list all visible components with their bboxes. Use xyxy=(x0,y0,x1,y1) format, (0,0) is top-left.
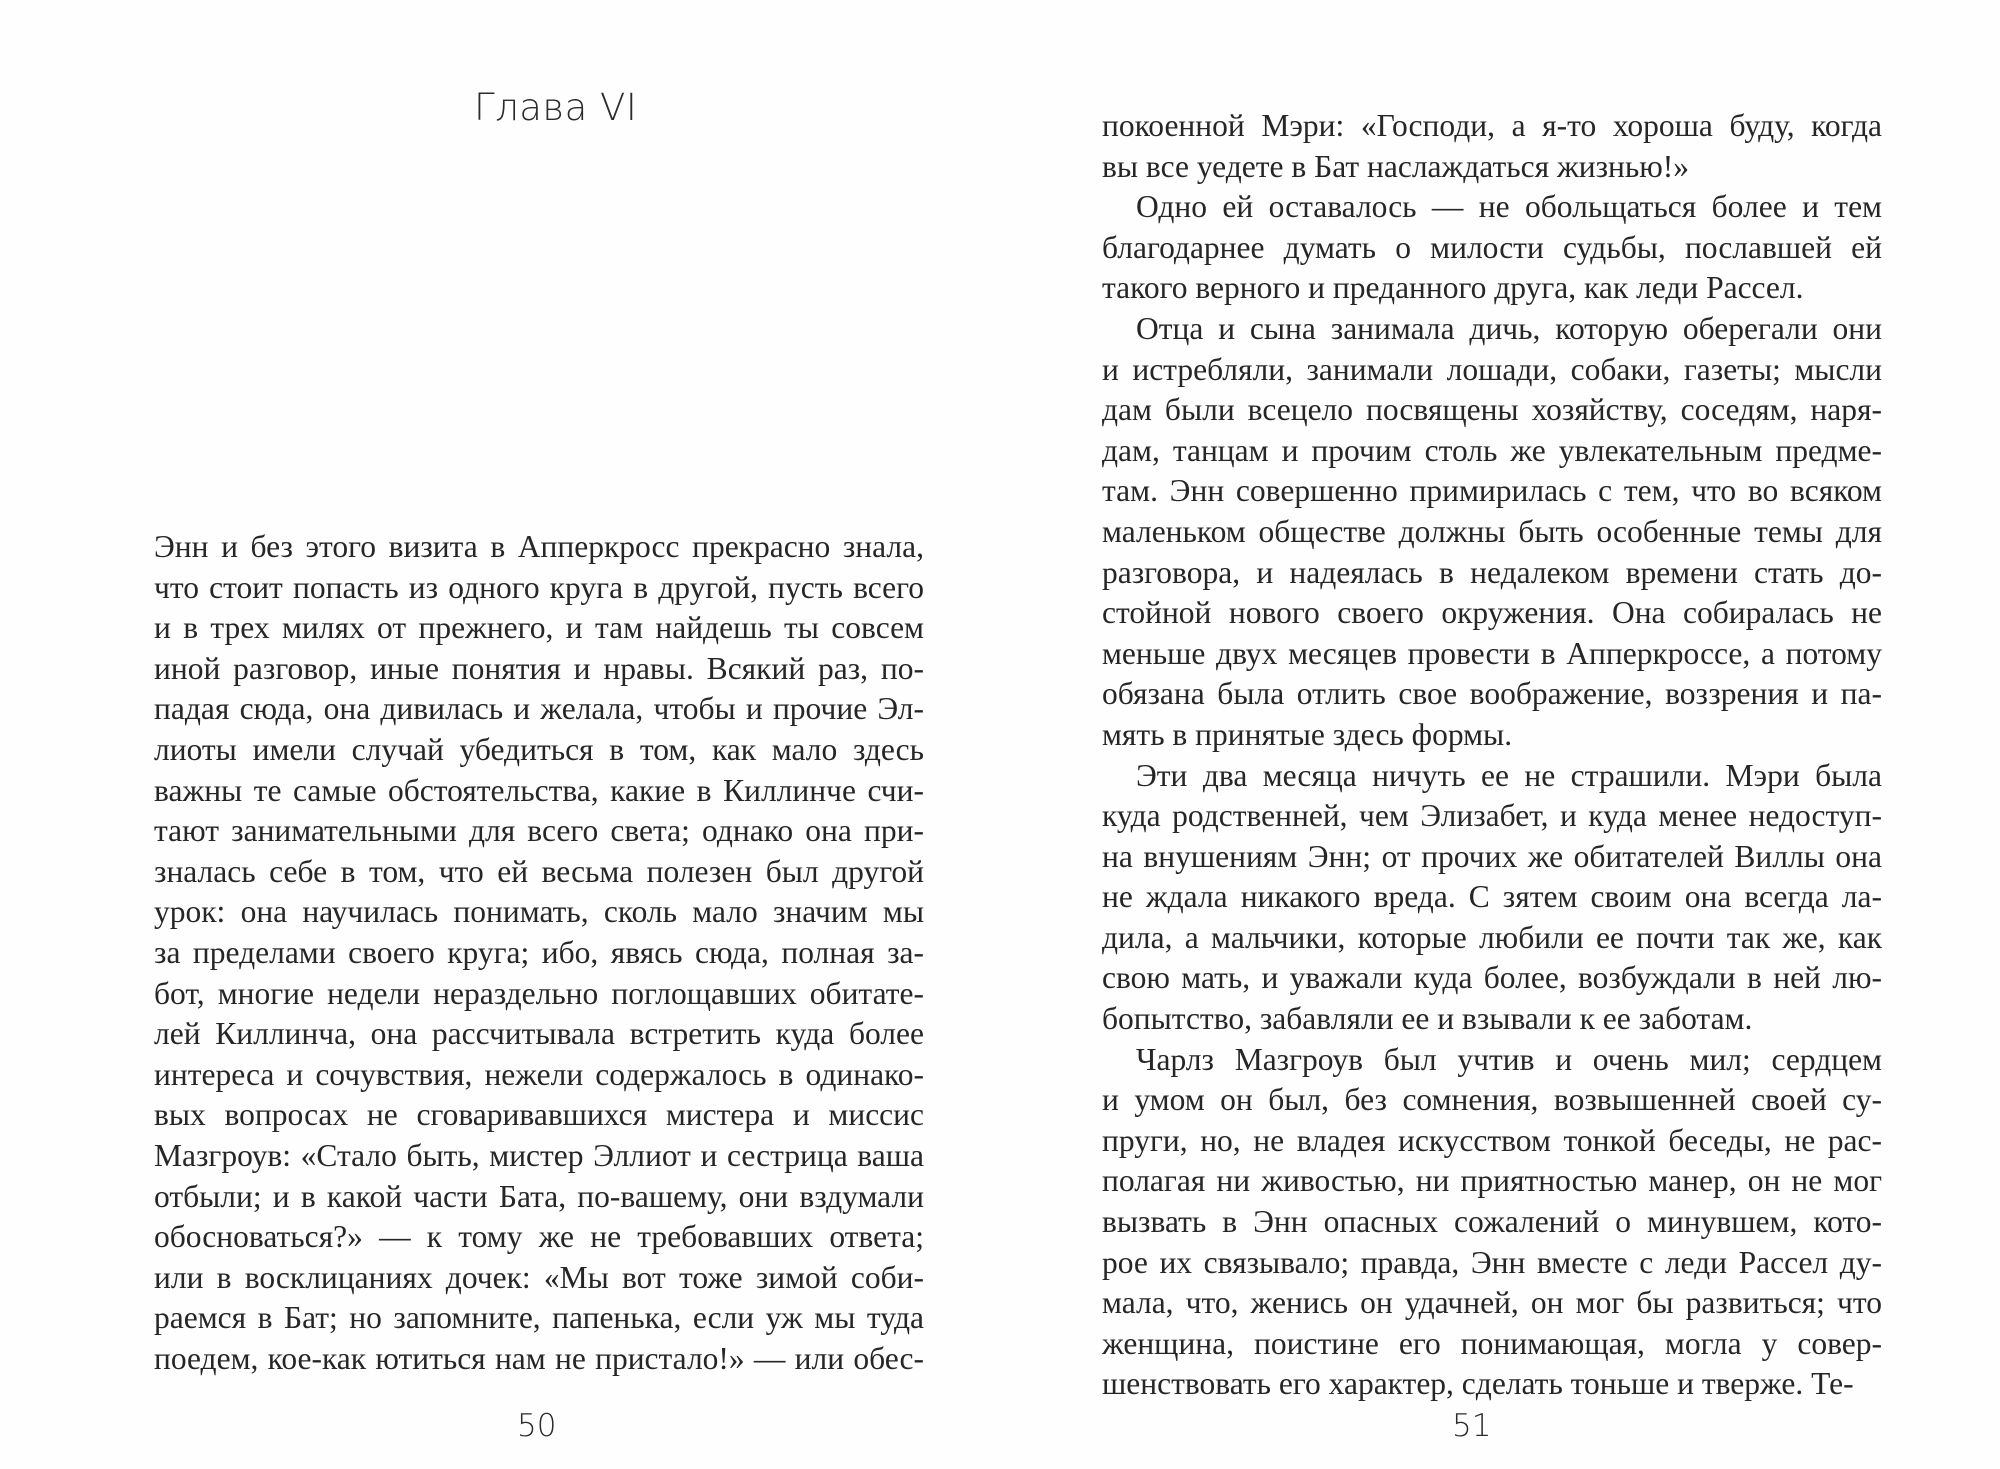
text-line: Чарлз Мазгроув был учтив и очень мил; сердцем xyxy=(1136,1041,1882,1077)
text-line: иной разговор, иные понятия и нравы. Всякий раз, по- xyxy=(154,650,924,686)
paragraph xyxy=(1102,187,1882,309)
text-line: мять в принятые здесь формы. xyxy=(1102,716,1513,752)
text-line: зналась себе в том, что ей весьма полезен был другой xyxy=(154,853,924,889)
text-line: обосноваться?» — к тому же не требовавших ответа; xyxy=(154,1219,924,1255)
text-line: там. Энн совершенно примирилась с тем, что во всяком xyxy=(1102,473,1882,509)
text-line: стойной нового своего окружения. Она собиралась не xyxy=(1102,595,1882,631)
text-line: не ждала никакого вреда. С зятем своим она всегда ла- xyxy=(1102,879,1882,915)
text-line: важны те самые обстоятельства, какие в Киллинче счи- xyxy=(154,772,924,808)
paragraph xyxy=(1102,756,1882,1040)
text-line: свою мать, и уважали куда более, возбуждали в ней лю- xyxy=(1102,960,1882,996)
text-line: отбыли; и в какой части Бата, по-вашему, они вздумали xyxy=(154,1178,924,1214)
text-line: урок: она научилась понимать, сколь мало значим мы xyxy=(154,894,924,930)
text-line: обязана была отлить свое воображение, воззрения и па- xyxy=(1102,676,1882,712)
right-page-text xyxy=(1102,106,1882,1405)
paragraph xyxy=(1102,1040,1882,1405)
text-line: Эти два месяца ничуть ее не страшили. Мэри была xyxy=(1136,757,1882,793)
text-line: что стоит попасть из одного круга в другой, пусть всего xyxy=(154,569,924,605)
page-number-right: 51 xyxy=(1452,1408,1492,1444)
text-line: куда родственней, чем Элизабет, и куда менее недоступ- xyxy=(1102,798,1882,834)
text-line: дам, танцам и прочим столь же увлекательным предме- xyxy=(1102,432,1882,468)
text-line: на внушениям Энн; от прочих же обитателей Виллы она xyxy=(1102,838,1882,874)
paragraph xyxy=(154,527,924,1379)
text-line: тают занимательными для всего света; однако она при- xyxy=(154,813,924,849)
text-line: поедем, кое-как ютиться нам не пристало!» — или обес- xyxy=(154,1340,924,1376)
text-line: маленьком обществе должны быть особенные темы для xyxy=(1102,513,1882,549)
text-line: бот, многие недели нераздельно поглощавших обитате- xyxy=(154,975,924,1011)
text-line: лиоты имели случай убедиться в том, как мало здесь xyxy=(154,731,924,767)
text-line: благодарнее думать о милости судьбы, пославшей ей xyxy=(1102,229,1882,265)
text-line: рое их связывало; правда, Энн вместе с леди Рассел ду- xyxy=(1102,1244,1882,1280)
text-line: дила, а мальчики, которые любили ее почти так же, как xyxy=(1102,919,1882,955)
paragraph xyxy=(1102,106,1882,187)
text-line: вы все уедете в Бат наслаждаться жизнью!» xyxy=(1102,148,1690,184)
text-line: и истребляли, занимали лошади, собаки, газеты; мысли xyxy=(1102,351,1882,387)
text-line: вых вопросах не сговаривавшихся мистера и миссис xyxy=(154,1097,924,1133)
text-line: Энн и без этого визита в Апперкросс прекрасно знала, xyxy=(154,529,924,564)
text-line: разговора, и надеялась в недалеком времени стать до- xyxy=(1102,554,1882,590)
text-line: интереса и сочувствия, нежели содержалось в одинако- xyxy=(154,1056,924,1092)
text-line: и в трех милях от прежнего, и там найдешь ты совсем xyxy=(154,610,924,646)
text-line: Одно ей оставалось — не обольщаться более и тем xyxy=(1136,189,1882,225)
text-line: раемся в Бат; но запомните, папенька, если уж мы туда xyxy=(154,1300,924,1336)
text-line: меньше двух месяцев провести в Апперкроссе, а потому xyxy=(1102,635,1882,671)
left-page-text xyxy=(154,527,924,1379)
text-line: шенствовать его характер, сделать тоньше и тверже. Те- xyxy=(1102,1366,1854,1402)
text-line: мала, что, женись он удачней, он мог бы развиться; что xyxy=(1102,1285,1882,1321)
text-line: Отца и сына занимала дичь, которую оберегали они xyxy=(1136,310,1882,346)
right-page xyxy=(1000,0,2000,1469)
text-line: и умом он был, без сомнения, возвышенней своей су- xyxy=(1102,1082,1882,1118)
text-line: пруги, но, не владея искусством тонкой беседы, не рас- xyxy=(1102,1122,1882,1158)
text-line: дам были всецело посвящены хозяйству, соседям, наря- xyxy=(1102,392,1882,428)
text-line: Мазгроув: «Стало быть, мистер Эллиот и сестрица ваша xyxy=(154,1137,924,1173)
text-line: падая сюда, она дивилась и желала, чтобы и прочие Эл- xyxy=(154,691,924,727)
page-number-left: 50 xyxy=(517,1408,557,1444)
chapter-title: Глава VI xyxy=(474,86,638,129)
text-line: или в восклицаниях дочек: «Мы вот тоже зимой соби- xyxy=(154,1259,924,1295)
text-line: такого верного и преданного друга, как леди Рассел. xyxy=(1102,270,1804,306)
text-line: бопытство, забавляли ее и взывали к ее заботам. xyxy=(1102,1001,1753,1037)
text-line: полагая ни живостью, ни приятностью манер, он не мог xyxy=(1102,1163,1882,1199)
text-line: покоенной Мэри: «Господи, а я-то хороша буду, когда xyxy=(1102,108,1882,143)
text-line: лей Киллинча, она рассчитывала встретить куда более xyxy=(154,1016,924,1052)
text-line: женщина, поистине его понимающая, могла у совер- xyxy=(1102,1325,1882,1361)
text-line: за пределами своего круга; ибо, явясь сюда, полная за- xyxy=(154,934,924,970)
paragraph xyxy=(1102,309,1882,756)
text-line: вызвать в Энн опасных сожалений о минувшем, кото- xyxy=(1102,1204,1882,1240)
